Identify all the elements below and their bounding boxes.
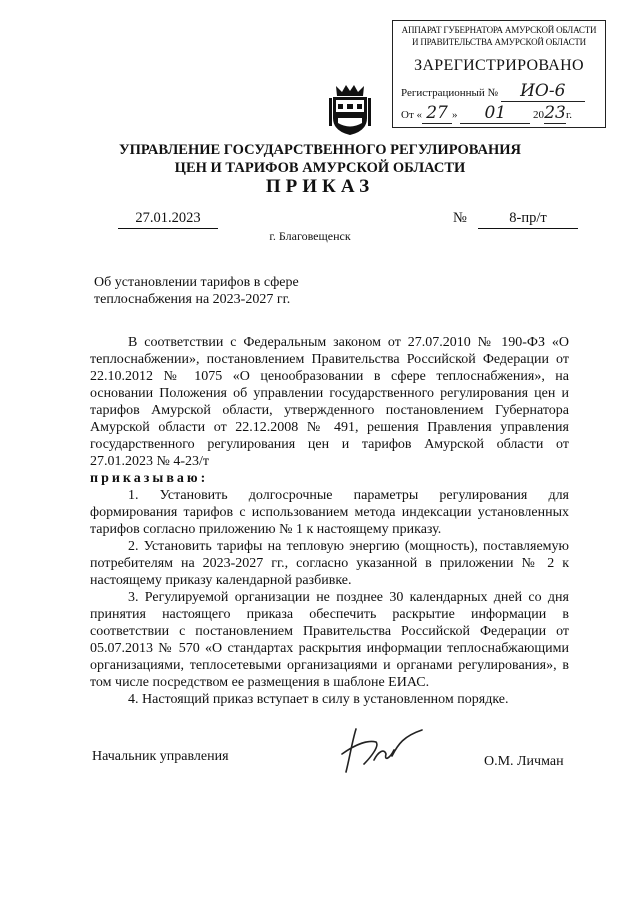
order-subject bbox=[94, 274, 299, 308]
prikazyvayu-heading: приказываю: bbox=[90, 471, 209, 486]
stamp-org-line1: АППАРАТ ГУБЕРНАТОРА АМУРСКОЙ ОБЛАСТИ bbox=[401, 25, 597, 35]
subject-line2: теплоснабжения на 2023-2027 гг. bbox=[94, 292, 291, 307]
city: г. Благовещенск bbox=[269, 229, 351, 243]
stamp-year-prefix: 20 bbox=[533, 109, 545, 121]
handwritten-signature-icon bbox=[334, 724, 428, 782]
signatory-name: О.М. Личман bbox=[484, 754, 564, 769]
number-sign: № bbox=[453, 210, 467, 226]
item-1: 1. Установить долгосрочные параметры регулирования для формирования тарифов с использованием метода индексации установленных тарифов согласно приложению № 1 к настоящему приказу. bbox=[90, 488, 569, 537]
stamp-day: 27 bbox=[422, 103, 452, 124]
subject-line1: Об установлении тарифов в сфере bbox=[94, 275, 299, 290]
org-name-line1: УПРАВЛЕНИЕ ГОСУДАРСТВЕННОГО РЕГУЛИРОВАНИЯ bbox=[118, 142, 522, 158]
intro-paragraph: В соответствии с Федеральным законом от 27.07.2010 № 190-ФЗ «О теплоснабжении», постановлением Правительства Российской Федерации от 22.10.2012 № 1075 «О ценообразовании в сфере теплоснабжения», на основании Положения об управлении государственного регулирования цен и тарифов Амурской области, утвержденного постановлением Губернатора Амурской области от 22.12.2008 № 491, решения Правления управления государственного регулирования цен и тарифов Амурской области от 27.01.2023 № 4-23/т bbox=[90, 335, 569, 469]
document-type: ПРИКАЗ bbox=[265, 176, 375, 197]
stamp-reg-number: ИО-6 bbox=[501, 81, 585, 102]
stamp-month: 01 bbox=[460, 103, 530, 124]
order-number: 8-пр/т bbox=[478, 210, 578, 229]
registration-stamp bbox=[392, 20, 606, 128]
stamp-registered: ЗАРЕГИСТРИРОВАНО bbox=[414, 57, 584, 74]
org-name-line2: ЦЕН И ТАРИФОВ АМУРСКОЙ ОБЛАСТИ bbox=[174, 160, 466, 176]
stamp-org-line2: И ПРАВИТЕЛЬСТВА АМУРСКОЙ ОБЛАСТИ bbox=[412, 37, 586, 47]
stamp-date-prefix: От « bbox=[401, 109, 423, 121]
stamp-reg-label: Регистрационный № bbox=[401, 87, 499, 99]
item-4: 4. Настоящий приказ вступает в силу в установленном порядке. bbox=[128, 692, 509, 707]
signatory-title: Начальник управления bbox=[92, 749, 229, 764]
stamp-date-mid: » bbox=[452, 109, 458, 121]
coat-of-arms-icon bbox=[328, 82, 372, 136]
order-date: 27.01.2023 bbox=[118, 210, 218, 229]
order-body bbox=[90, 334, 569, 708]
stamp-date-row bbox=[401, 103, 572, 124]
item-2: 2. Установить тарифы на тепловую энергию (мощность), поставляемую потребителям на 2023-2027 гг., согласно указанной в приложении № 2 к настоящему приказу календарной разбивке. bbox=[90, 539, 569, 588]
item-3: 3. Регулируемой организации не позднее 30 календарных дней со дня принятия настоящего приказа обеспечить раскрытие информации в соответствии с постановлением Правительства Российской Федерации от 05.07.2013 № 570 «О стандартах раскрытия информации теплоснабжающими организациями, теплосетевыми организациями и органами регулирования», в том числе посредством ее размещения в шаблоне ЕИАС. bbox=[90, 590, 569, 690]
stamp-reg-row bbox=[401, 81, 585, 102]
stamp-year: 23 bbox=[544, 103, 566, 123]
stamp-year-end: г. bbox=[566, 109, 573, 121]
